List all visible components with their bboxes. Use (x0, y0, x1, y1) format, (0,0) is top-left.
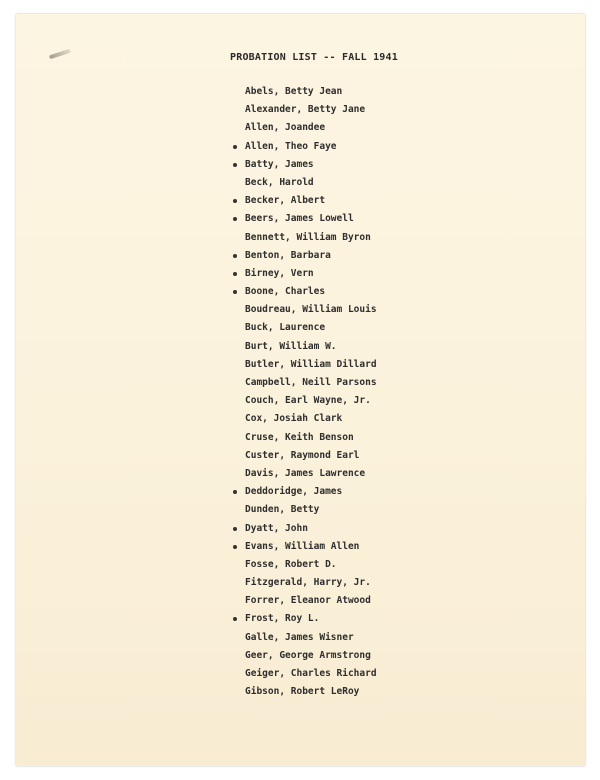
student-name: Deddoridge, James (245, 486, 343, 498)
list-item (228, 538, 377, 556)
list-item (228, 429, 377, 447)
list-item (228, 447, 377, 465)
list-item (228, 192, 377, 210)
list-item (228, 410, 377, 428)
page-title: PROBATION LIST -- FALL 1941 (230, 52, 398, 63)
student-name: Davis, James Lawrence (245, 467, 366, 479)
list-item (228, 665, 377, 683)
list-item (228, 356, 377, 374)
student-name: Geer, George Armstrong (245, 649, 371, 661)
bullet-icon (233, 163, 237, 167)
student-name: Bennett, William Byron (245, 231, 371, 243)
list-item (228, 610, 377, 628)
student-name: Frost, Roy L. (245, 613, 320, 625)
student-name: Dyatt, John (245, 522, 308, 534)
student-name: Burt, William W. (245, 340, 337, 352)
list-item (228, 174, 377, 192)
student-name: Fosse, Robert D. (245, 558, 337, 570)
list-item (228, 301, 377, 319)
list-item (228, 501, 377, 519)
list-item (228, 229, 377, 247)
list-item (228, 156, 377, 174)
student-name: Geiger, Charles Richard (245, 668, 377, 679)
student-name: Evans, William Allen (245, 540, 360, 552)
student-name: Benton, Barbara (245, 249, 331, 261)
list-item (228, 101, 377, 119)
bullet-icon (233, 145, 237, 149)
list-item (228, 319, 377, 337)
bullet-icon (233, 545, 237, 549)
student-name: Gibson, Robert LeRoy (245, 686, 360, 698)
bullet-icon (233, 272, 237, 276)
bullet-icon (233, 217, 237, 221)
student-name: Butler, William Dillard (245, 358, 377, 370)
student-name: Forrer, Eleanor Atwood (245, 595, 371, 607)
student-name: Boone, Charles (245, 286, 326, 298)
list-item (228, 465, 377, 483)
student-name: Birney, Vern (245, 267, 314, 279)
pencil-mark (49, 49, 71, 60)
list-item (228, 210, 377, 228)
student-name: Alexander, Betty Jane (245, 104, 366, 116)
student-name: Allen, Joandee (245, 122, 326, 134)
student-name: Cox, Josiah Clark (245, 413, 343, 425)
student-name: Boudreau, William Louis (245, 304, 377, 316)
student-name: Batty, James (245, 158, 314, 170)
bullet-icon (233, 490, 237, 494)
student-name: Campbell, Neill Parsons (245, 377, 377, 388)
list-item (228, 520, 377, 538)
student-name: Beck, Harold (245, 176, 314, 188)
student-name: Buck, Laurence (245, 322, 326, 334)
student-name: Couch, Earl Wayne, Jr. (245, 395, 371, 407)
list-item (228, 592, 377, 610)
list-item (228, 574, 377, 592)
bullet-icon (233, 254, 237, 258)
bullet-icon (233, 290, 237, 294)
list-item (228, 374, 377, 392)
list-item (228, 265, 377, 283)
student-name: Dunden, Betty (245, 504, 320, 516)
list-item (228, 556, 377, 574)
bullet-icon (233, 199, 237, 203)
student-name: Allen, Theo Faye (245, 140, 337, 152)
student-name: Custer, Raymond Earl (245, 449, 360, 461)
list-item (228, 83, 377, 101)
bullet-icon (233, 617, 237, 621)
student-name: Cruse, Keith Benson (245, 431, 354, 443)
student-name: Beers, James Lowell (245, 213, 354, 225)
student-name: Galle, James Wisner (245, 631, 354, 643)
list-item (228, 647, 377, 665)
probation-list (228, 83, 377, 701)
student-name: Fitzgerald, Harry, Jr. (245, 577, 371, 589)
list-item (228, 392, 377, 410)
list-item (228, 629, 377, 647)
student-name: Abels, Betty Jean (245, 86, 343, 97)
list-item (228, 483, 377, 501)
bullet-icon (233, 527, 237, 531)
list-item (228, 247, 377, 265)
list-item (228, 283, 377, 301)
list-item (228, 138, 377, 156)
list-item (228, 683, 377, 701)
list-item (228, 119, 377, 137)
student-name: Becker, Albert (245, 195, 326, 207)
list-item (228, 338, 377, 356)
